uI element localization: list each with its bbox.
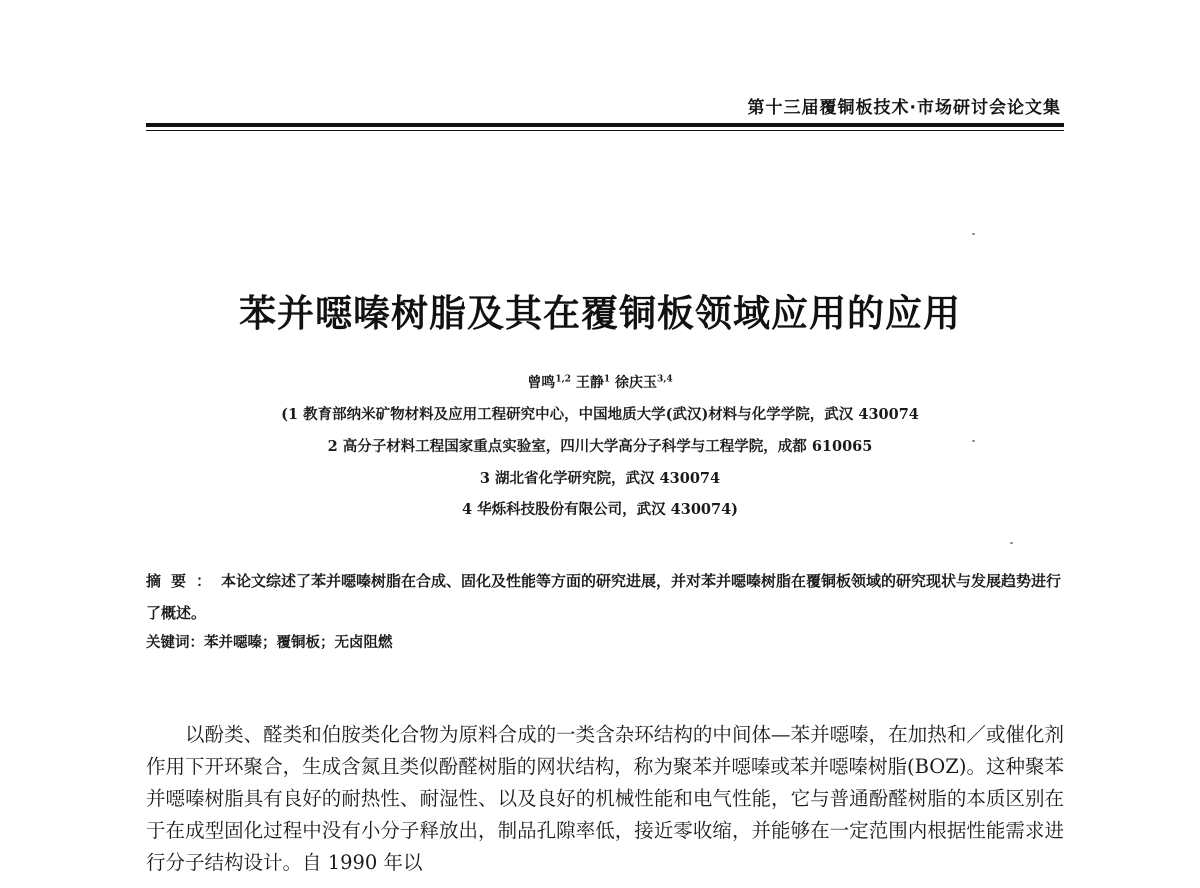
keywords (146, 631, 393, 652)
affiliation-3: 3 湖北省化学研究院，武汉 430074 (479, 470, 721, 487)
keywords-text: 苯并噁嗪；覆铜板；无卤阻燃 (204, 635, 393, 651)
keywords-label: 关键词： (146, 635, 204, 651)
paper-title: 苯并噁嗪树脂及其在覆铜板领域应用的应用 (239, 292, 961, 335)
scan-speck (972, 233, 975, 235)
body-paragraph: 以酚类、醛类和伯胺类化合物为原料合成的一类含杂环结构的中间体—苯并噁嗪，在加热和／或催化剂作用下开环聚合，生成含氮且类似酚醛树脂的网状结构，称为聚苯并噁嗪或苯并噁嗪树脂(BOZ)。这种聚苯并噁嗪树脂具有良好的耐热性、耐湿性、以及良好的机械性能和电气性能，它与普通酚醛树脂的本质区别在于在成型固化过程中没有小分子释放出，制品孔隙率低，接近零收缩，并能够在一定范围内根据性能需求进行分子结构设计。自 1990 年以 (146, 723, 1064, 874)
abstract-text: 本论文综述了苯并噁嗪树脂在合成、固化及性能等方面的研究进展，并对苯并噁嗪树脂在覆铜板领域的研究现状与发展趋势进行了概述。 (146, 572, 1062, 622)
affiliation-2: 2 高分子材料工程国家重点实验室，四川大学高分子科学与工程学院，成都 610065 (327, 438, 873, 455)
author-name: 曾鸣 (527, 375, 556, 391)
author-name: 王静 (575, 375, 604, 391)
author-affil-sup: 3,4 (657, 374, 673, 385)
abstract-label: 摘要： (146, 572, 222, 590)
author-affil-sup: 1,2 (555, 374, 571, 385)
scan-speck (972, 440, 975, 442)
affiliation-1: (1 教育部纳米矿物材料及应用工程研究中心，中国地质大学(武汉)材料与化学学院，武汉 430074 (281, 406, 919, 423)
author-list (0, 372, 1200, 392)
running-header: 第十三届覆铜板技术·市场研讨会论文集 (747, 98, 1061, 118)
header-rule-thick (146, 123, 1064, 127)
scan-speck (1010, 542, 1013, 544)
author-name: 徐庆玉 (615, 375, 657, 391)
author-affil-sup: 1 (603, 374, 611, 385)
abstract (146, 565, 1068, 629)
header-rule-thin (146, 130, 1064, 131)
affiliation-4: 4 华烁科技股份有限公司，武汉 430074) (461, 501, 739, 518)
